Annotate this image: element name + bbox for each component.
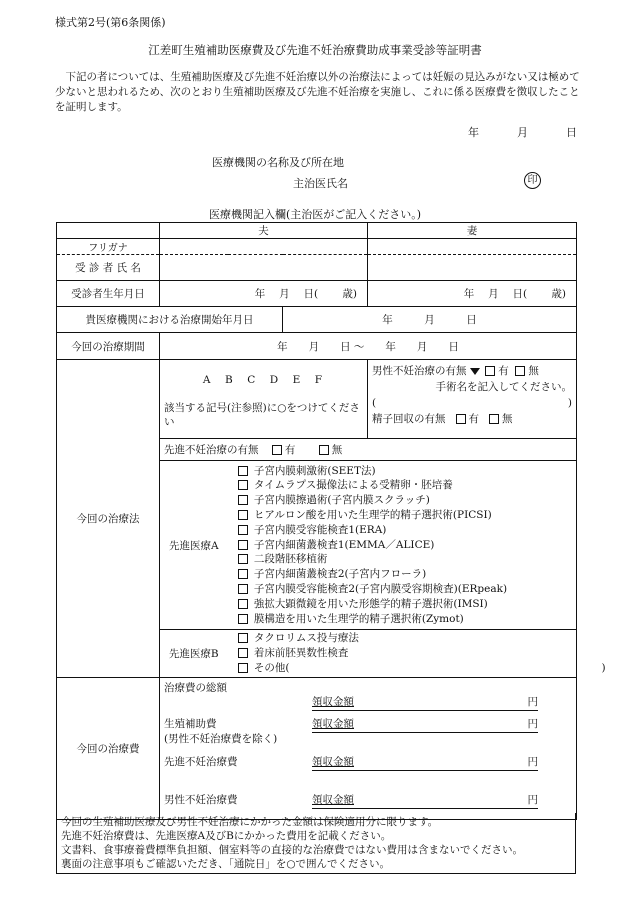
advanced-a-checkbox[interactable] (238, 540, 248, 550)
surgery-name-field[interactable] (372, 395, 572, 411)
blank-corner (57, 223, 160, 239)
male-infertility-label: 男性不妊治療の有無 (372, 365, 467, 377)
date-year: 年 (468, 126, 479, 139)
certification-date (468, 124, 577, 140)
patient-name-husband-field[interactable] (160, 255, 368, 281)
advanced-a-item: 子宮内細菌叢検査1(EMMA／ALICE) (238, 538, 573, 553)
bracket-open: ( (372, 397, 377, 409)
advanced-no-checkbox[interactable] (319, 445, 329, 455)
cost-male-label: 男性不妊治療費 (164, 794, 238, 806)
method-label: 今回の治療法 (57, 360, 160, 678)
male-no-checkbox[interactable] (515, 366, 525, 376)
bracket-close: ) (567, 397, 572, 409)
furigana-label: フリガナ (57, 239, 160, 255)
start-date-field[interactable]: 年 月 日 (283, 307, 577, 333)
patient-name-label: 受 診 者 氏 名 (57, 255, 160, 281)
arrow-down-icon (470, 368, 480, 375)
advanced-a-label: 先進医療A (160, 461, 228, 630)
advanced-a-checkbox[interactable] (238, 495, 248, 505)
cost-total-row (164, 681, 572, 711)
advanced-a-item: タイムラプス撮像法による受精卵・胚培養 (238, 478, 573, 493)
advanced-a-item: 子宮内膜刺激術(SEET法) (238, 464, 573, 479)
cost-art-field[interactable]: 領収金額 円 (312, 717, 538, 733)
cost-male-row (164, 793, 572, 809)
advanced-a-list (228, 461, 577, 630)
advanced-a-checkbox[interactable] (238, 569, 248, 579)
period-label: 今回の治療期間 (57, 333, 160, 360)
cost-label: 今回の治療費 (57, 678, 160, 820)
cost-art-label: 生殖補助費 (男性不妊治療費を除く) (164, 718, 278, 745)
form-number: 様式第2号(第6条関係) (55, 16, 166, 29)
sperm-yes-checkbox[interactable] (456, 414, 466, 424)
advanced-no-label: 無 (331, 444, 343, 456)
note-line: 文書料、食事療養費標準負担額、個室料等の直接的な治療費ではない費用は含まないでください。 (61, 844, 523, 856)
advanced-a-item: 子宮内細菌叢検査2(子宮内フローラ) (238, 567, 573, 582)
male-no-label: 無 (528, 365, 539, 377)
advanced-b-list (228, 630, 606, 678)
birthdate-wife-field[interactable]: 年 月 日( 歳) (368, 281, 577, 307)
advanced-a-item: 子宮内膜受容能検査1(ERA) (238, 523, 573, 538)
advanced-a-item: 子宮内膜受容能検査2(子宮内膜受容期検査)(ERpeak) (238, 582, 573, 597)
treatment-codes[interactable]: A B C D E F (202, 374, 325, 386)
note-line: 先進不妊治療費は、先進医療A及びBにかかった費用を記載ください。 (61, 830, 392, 842)
advanced-a-checkbox[interactable] (238, 525, 248, 535)
advanced-b-checkbox[interactable] (238, 648, 248, 658)
cost-art-row (164, 711, 572, 755)
sperm-yes-label: 有 (468, 413, 480, 425)
sperm-label: 精子回収の有無 (372, 413, 446, 425)
date-day: 日 (566, 126, 577, 139)
male-yes-label: 有 (498, 365, 509, 377)
sperm-retrieval-row (372, 411, 572, 427)
advanced-a-checkbox[interactable] (238, 554, 248, 564)
advanced-yes-checkbox[interactable] (272, 445, 282, 455)
header-husband: 夫 (160, 223, 368, 239)
doctor-label: 主治医氏名 (293, 177, 348, 190)
advanced-a-item: 子宮内膜擦過術(子宮内膜スクラッチ) (238, 493, 573, 508)
cost-male-field[interactable]: 領収金額 円 (312, 793, 538, 809)
advanced-a-item: ヒアルロン酸を用いた生理学的精子選択術(PICSI) (238, 508, 573, 523)
advanced-a-item: 二段階胚移植術 (238, 552, 573, 567)
date-month: 月 (517, 126, 528, 139)
advanced-treatment-row (160, 439, 577, 461)
note-line: 今回の生殖補助医療及び男性不妊治療にかかった金額は保険適用分に限ります。 (61, 816, 439, 828)
advanced-a-checkbox[interactable] (238, 599, 248, 609)
cost-total-label: 治療費の総額 (164, 682, 227, 694)
institution-label: 医療機関の名称及び所在地 (212, 156, 344, 169)
seal-mark: 印 (524, 172, 541, 189)
advanced-label: 先進不妊治療の有無 (164, 444, 259, 456)
document-title: 江差町生殖補助医療費及び先進不妊治療費助成事業受診等証明書 (148, 43, 482, 57)
cost-advanced-field[interactable]: 領収金額 円 (312, 755, 538, 771)
sperm-no-label: 無 (502, 413, 513, 425)
header-wife: 妻 (368, 223, 577, 239)
advanced-yes-label: 有 (284, 444, 296, 456)
advanced-a-checkbox[interactable] (238, 584, 248, 594)
code-instruction: 該当する記号(注参照)に○をつけてください (164, 402, 360, 428)
cost-advanced-row (164, 755, 572, 793)
period-field[interactable]: 年 月 日 〜 年 月 日 (160, 333, 577, 360)
advanced-b-other-close: ) (601, 661, 606, 674)
cost-total-field[interactable]: 領収金額 円 (312, 695, 538, 711)
advanced-b-item: 着床前胚異数性検査 (238, 646, 573, 661)
advanced-a-item: 膜構造を用いた生理学的精子選択術(Zymot) (238, 612, 573, 627)
male-infertility-row (372, 363, 572, 379)
cost-section (160, 678, 577, 820)
advanced-b-checkbox[interactable] (238, 663, 248, 673)
notes-section (56, 813, 576, 874)
birthdate-label: 受診者生年月日 (57, 281, 160, 307)
cost-advanced-label: 先進不妊治療費 (164, 756, 238, 768)
furigana-wife-field[interactable] (368, 239, 577, 255)
advanced-b-item: その他( ) (238, 661, 573, 676)
furigana-husband-field[interactable] (160, 239, 368, 255)
patient-name-wife-field[interactable] (368, 255, 577, 281)
male-yes-checkbox[interactable] (485, 366, 495, 376)
advanced-a-checkbox[interactable] (238, 510, 248, 520)
birthdate-husband-field[interactable]: 年 月 日( 歳) (160, 281, 368, 307)
intro-text: 下記の者については、生殖補助医療及び先進不妊治療以外の治療法によっては妊娠の見込みがない又は極めて少ないと思われるため、次のとおり生殖補助医療及び先進不妊治療を実施し、これに係る医療費を徴収したことを証明します。 (55, 71, 580, 113)
advanced-a-checkbox[interactable] (238, 614, 248, 624)
advanced-a-checkbox[interactable] (238, 466, 248, 476)
advanced-a-checkbox[interactable] (238, 480, 248, 490)
certificate-table (56, 222, 606, 820)
advanced-a-item: 強拡大顕微鏡を用いた形態学的精子選択術(IMSI) (238, 597, 573, 612)
table-caption: 医療機関記入欄(主治医がご記入ください。) (208, 208, 422, 221)
advanced-b-label: 先進医療B (160, 630, 228, 678)
start-date-label: 貴医療機関における治療開始年月日 (57, 307, 283, 333)
advanced-b-checkbox[interactable] (238, 633, 248, 643)
advanced-b-item: タクロリムス投与療法 (238, 631, 573, 646)
surgery-name-instruction: 手術名を記入してください。 (435, 381, 572, 393)
sperm-no-checkbox[interactable] (489, 414, 499, 424)
note-line: 裏面の注意事項もご確認いただき、「通院日」を○で囲んでください。 (61, 858, 390, 870)
